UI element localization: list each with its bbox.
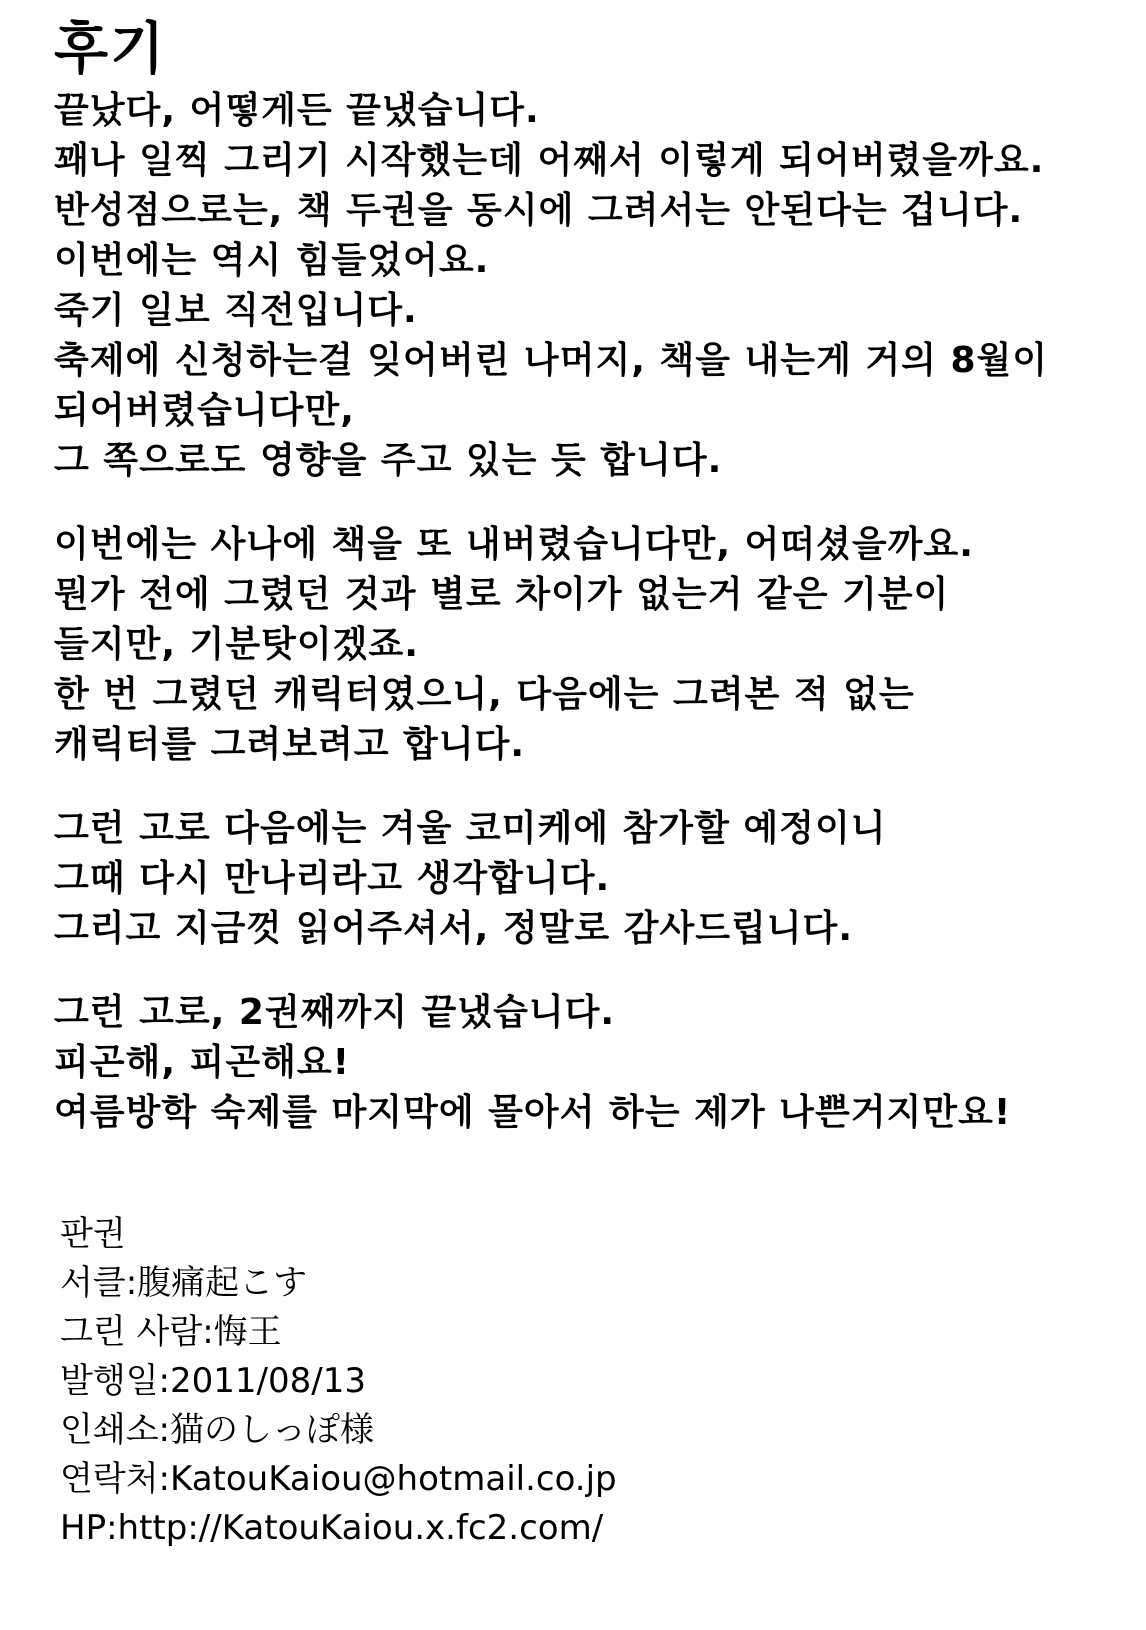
text-line: 한 번 그렸던 캐릭터였으니, 다음에는 그려본 적 없는 xyxy=(54,674,915,715)
text-line: 끝났다, 어떻게든 끝냈습니다. xyxy=(54,90,540,131)
text-line: 그런 고로, 2권째까지 끝냈습니다. xyxy=(54,992,616,1033)
paragraph-gap xyxy=(54,954,1124,988)
text-line: 이번에는 사나에 책을 또 내버렸습니다만, 어떠셨을까요. xyxy=(54,524,974,565)
text-line: 반성점으로는, 책 두권을 동시에 그려서는 안된다는 겁니다. xyxy=(54,190,1024,231)
colophon-date xyxy=(60,1357,1120,1406)
colophon-label: 발행일 xyxy=(60,1361,159,1401)
colophon-printer xyxy=(60,1406,1120,1455)
colophon-artist xyxy=(60,1308,1120,1357)
text-line: 그리고 지금껏 읽어주셔서, 정말로 감사드립니다. xyxy=(54,908,854,949)
paragraph-gap xyxy=(54,486,1124,520)
paragraph-4 xyxy=(54,988,1124,1138)
text-line: 그때 다시 만나리라고 생각합니다. xyxy=(54,858,611,899)
colophon-label: HP xyxy=(60,1508,107,1548)
colophon xyxy=(60,1210,1120,1553)
colophon-value: KatouKaiou@hotmail.co.jp xyxy=(170,1459,617,1499)
colophon-label: 서클 xyxy=(60,1263,126,1303)
text-line: 그 쪽으로도 영향을 주고 있는 듯 합니다. xyxy=(54,440,723,481)
colophon-value: http://KatouKaiou.x.fc2.com/ xyxy=(117,1508,604,1548)
colophon-value: 猫のしっぽ様 xyxy=(170,1410,375,1450)
colophon-value: 2011/08/13 xyxy=(170,1361,366,1401)
page-title: 후기 xyxy=(54,17,167,82)
paragraph-3 xyxy=(54,804,1124,954)
colophon-circle xyxy=(60,1259,1120,1308)
paragraph-2 xyxy=(54,520,1124,770)
colophon-separator: : xyxy=(125,1263,138,1303)
colophon-separator: : xyxy=(202,1312,214,1352)
colophon-contact xyxy=(60,1455,1120,1504)
colophon-label: 연락처 xyxy=(60,1459,159,1499)
text-line: 이번에는 역시 힘들었어요. xyxy=(54,240,490,281)
text-line: 되어버렸습니다만, xyxy=(54,390,355,431)
text-line: 죽기 일보 직전입니다. xyxy=(54,290,418,331)
text-line: 피곤해, 피곤해요! xyxy=(54,1042,351,1083)
text-line: 꽤나 일찍 그리기 시작했는데 어째서 이렇게 되어버렸을까요. xyxy=(54,140,1045,181)
text-line: 그런 고로 다음에는 겨울 코미케에 참가할 예정이니 xyxy=(54,808,887,849)
colophon-value: 悔王 xyxy=(213,1312,282,1352)
text-line: 들지만, 기분탓이겠죠. xyxy=(54,624,419,665)
paragraph-gap xyxy=(54,770,1124,804)
colophon-value: 腹痛起こす xyxy=(137,1263,308,1303)
text-line: 축제에 신청하는걸 잊어버린 나머지, 책을 내는게 거의 8월이 xyxy=(54,340,1049,381)
colophon-label: 그린 사람 xyxy=(60,1312,203,1352)
colophon-homepage xyxy=(60,1504,1120,1553)
afterword-body xyxy=(54,86,1124,1138)
colophon-separator: : xyxy=(158,1361,171,1401)
paragraph-1 xyxy=(54,86,1124,486)
colophon-label: 인쇄소 xyxy=(60,1410,159,1450)
colophon-heading: 판권 xyxy=(60,1214,126,1254)
text-line: 여름방학 숙제를 마지막에 몰아서 하는 제가 나쁜거지만요! xyxy=(54,1092,1012,1133)
text-line: 뭔가 전에 그렸던 것과 별로 차이가 없는거 같은 기분이 xyxy=(54,574,950,615)
colophon-separator: : xyxy=(106,1508,118,1548)
colophon-separator: : xyxy=(158,1459,171,1499)
colophon-separator: : xyxy=(158,1410,171,1450)
text-line: 캐릭터를 그려보려고 합니다. xyxy=(54,724,526,765)
